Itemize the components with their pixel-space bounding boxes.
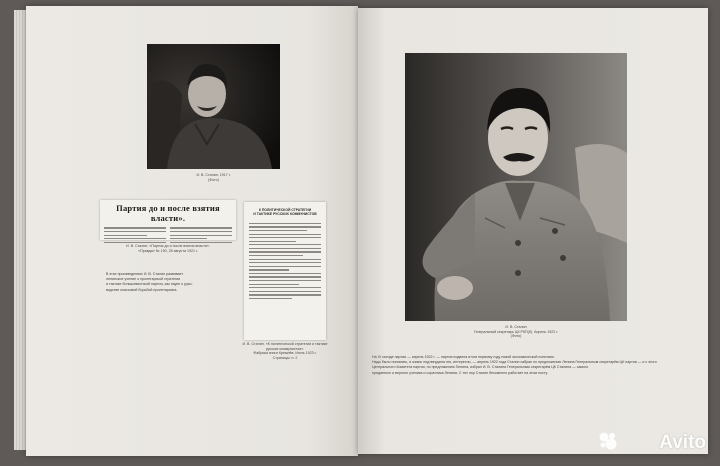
portrait-photo-large xyxy=(405,53,627,321)
brochure-text-lines xyxy=(249,223,321,299)
portrait-photo-small xyxy=(147,44,280,169)
left-page-paragraph: В этих произведениях И. В. Сталин развивает ленинское учение о пролетарской стратегии и тактике большевистской партии, как науке о руко- водстве классовой борьбой пролетариата. xyxy=(106,272,193,292)
clipping-caption: И. В. Сталин. «Партия до и после взятия власти». «Правда» № 190, 28 августа 1921 г. xyxy=(126,244,210,253)
right-page-paragraph: На XI съезде партии — апрель 1922 г. — партия подвела итоги первому году новой экономической политики. Надо было понимать, и жизнь подтвердила это, интересно, — апрель 1922 года Сталин избран по предложению Ленина Генеральным секретарём ЦК партии — и с этого Центрального Комитета партии, по предложению Ленина, избрал И. В. Сталина Генеральным секретарём ЦК Сталина — самого преданного и верного ученика и соратника Ленина. С тех пор Сталин бессменно работает на этом посту. xyxy=(372,355,657,375)
portrait-large-drawing xyxy=(405,53,627,321)
clipping-column-left xyxy=(104,225,166,245)
brochure-caption: И. В. Сталин. «К политической стратегии и тактике русских коммунистов». Фабрика книги Кремлёв. Июль 1923 г. Страницы: п. 2 xyxy=(242,342,328,360)
left-page xyxy=(26,6,358,456)
right-page xyxy=(358,8,708,454)
brochure-page xyxy=(244,202,326,340)
portrait-small-drawing xyxy=(147,44,280,169)
small-photo-caption: И. В. Сталин. 1917 г. (Фото) xyxy=(196,173,231,182)
newspaper-clipping xyxy=(100,200,236,240)
avito-watermark: Avito xyxy=(659,432,706,453)
avito-logo-icon xyxy=(598,431,618,451)
clipping-columns xyxy=(104,225,232,245)
brochure-title: К ПОЛИТИЧЕСКОЙ СТРАТЕГИИ И ТАКТИКЕ РУССКИХ КОММУНИСТОВ xyxy=(253,208,317,217)
large-photo-caption: И. В. Сталин Генеральный секретарь ЦК РКП(б). Апрель 1922 г. (Фото) xyxy=(473,325,559,339)
clipping-headline: Партия до и после взятия власти». xyxy=(116,203,220,223)
clipping-column-right xyxy=(170,225,232,245)
